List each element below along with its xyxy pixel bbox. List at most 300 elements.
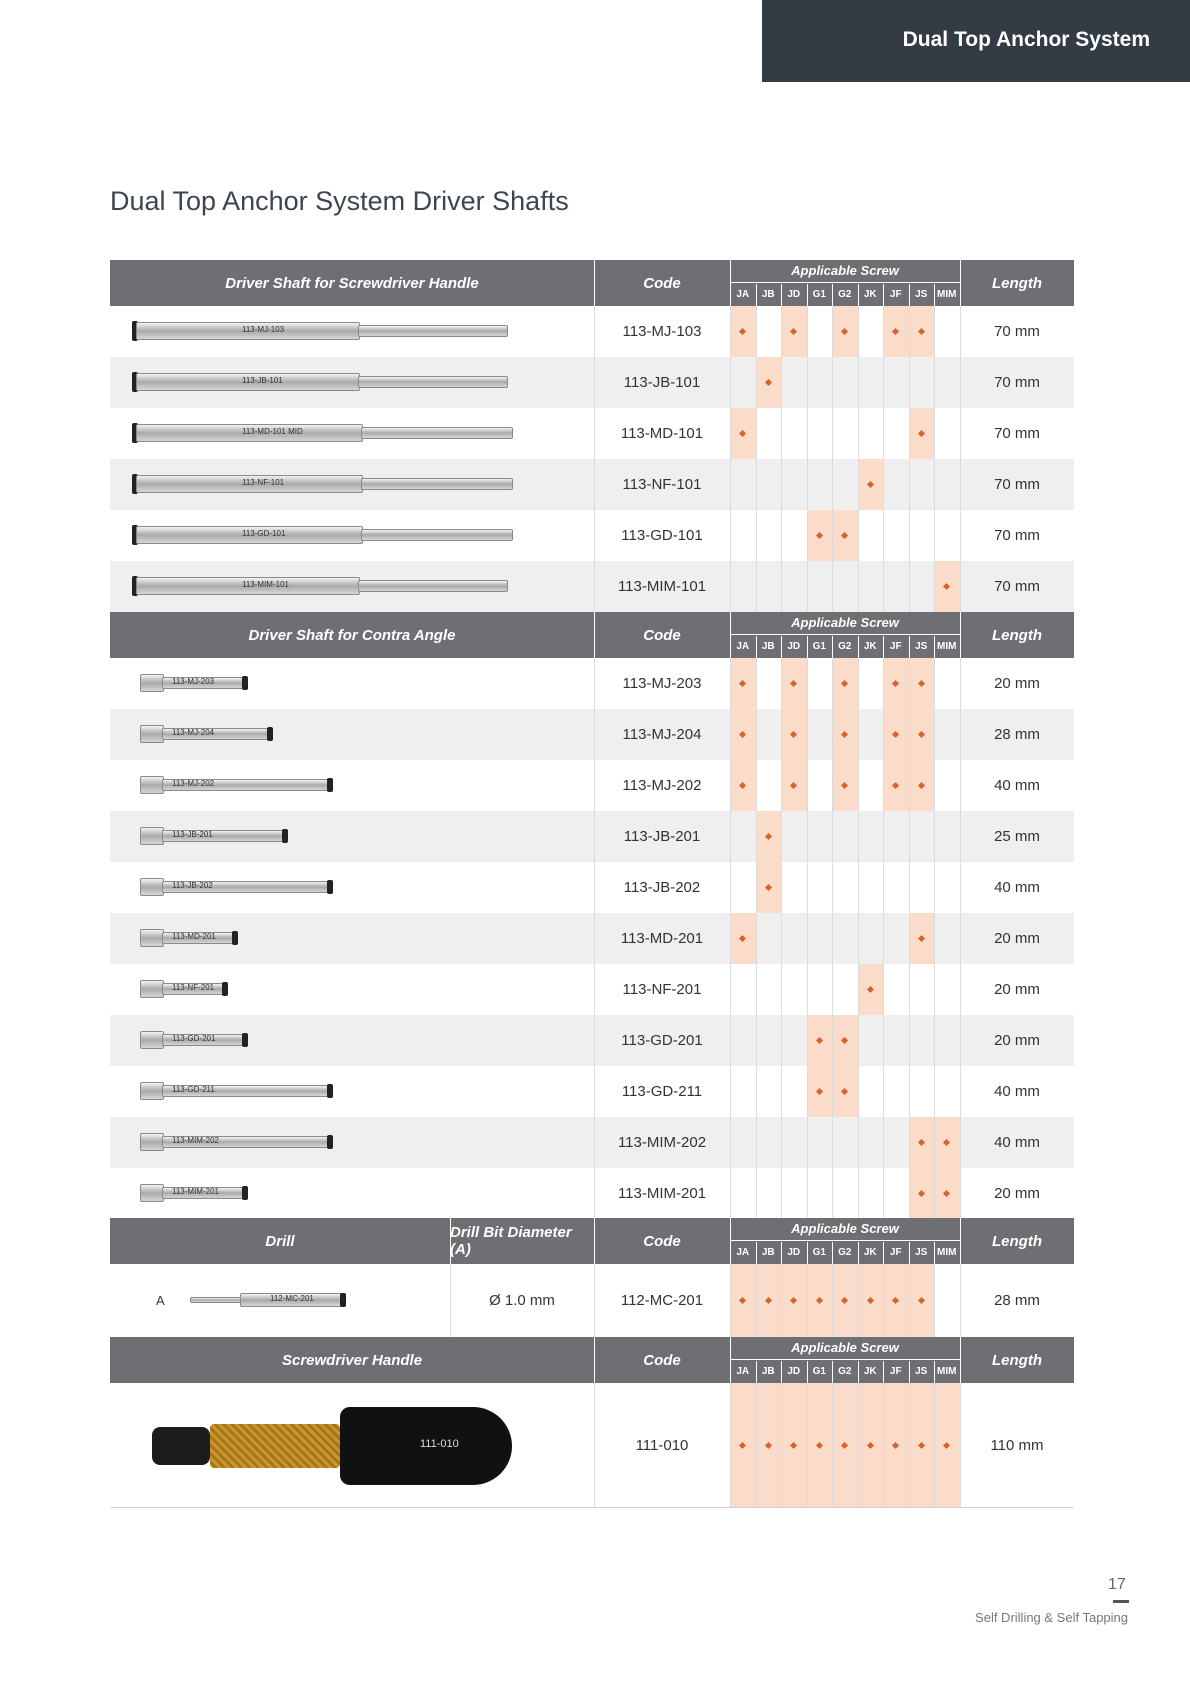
shaft-head bbox=[140, 1133, 164, 1151]
screw-col-divider bbox=[756, 1242, 757, 1264]
applicable-screw-header: Applicable Screw bbox=[791, 1221, 899, 1236]
driver-shaft-illustration bbox=[110, 709, 594, 760]
column-divider bbox=[832, 1066, 833, 1117]
s1-header bbox=[110, 260, 1074, 306]
screw-col-g2: G2 bbox=[838, 641, 852, 652]
screw-col-g1: G1 bbox=[812, 1366, 826, 1377]
screw-col-divider bbox=[832, 1242, 833, 1264]
driver-shaft-illustration bbox=[110, 913, 594, 964]
screw-col-divider bbox=[807, 1242, 808, 1264]
screw-col-mim: MIM bbox=[937, 1366, 957, 1377]
handle-grip bbox=[210, 1424, 340, 1468]
column-divider bbox=[807, 862, 808, 913]
drill-bit bbox=[190, 1297, 242, 1303]
product-length: 28 mm bbox=[994, 1292, 1040, 1309]
s2-header bbox=[110, 612, 1074, 658]
screw-col-divider bbox=[909, 636, 910, 658]
screw-col-divider bbox=[883, 1361, 884, 1383]
length-header: Length bbox=[992, 1232, 1042, 1250]
product-length: 25 mm bbox=[994, 828, 1040, 845]
shaft-head bbox=[140, 725, 164, 743]
code-header: Code bbox=[643, 626, 681, 644]
table-row bbox=[110, 709, 1074, 760]
column-divider bbox=[832, 1117, 833, 1168]
column-divider bbox=[909, 1015, 910, 1066]
table-row bbox=[110, 862, 1074, 913]
applicable-divider bbox=[730, 1359, 960, 1360]
column-divider bbox=[883, 306, 884, 357]
column-divider bbox=[756, 357, 757, 408]
shaft-engraving: 113-NF-201 bbox=[172, 983, 215, 992]
column-divider bbox=[807, 357, 808, 408]
screw-col-jk: JK bbox=[863, 1366, 877, 1377]
screw-col-divider bbox=[832, 636, 833, 658]
table-row bbox=[110, 913, 1074, 964]
column-divider bbox=[883, 1066, 884, 1117]
product-code: 113-JB-202 bbox=[623, 879, 701, 896]
table-row bbox=[110, 357, 1074, 408]
table-row bbox=[110, 306, 1074, 357]
column-divider bbox=[730, 306, 731, 357]
screw-col-divider bbox=[934, 636, 935, 658]
product-length: 70 mm bbox=[994, 476, 1040, 493]
length-header: Length bbox=[992, 1351, 1042, 1369]
column-divider bbox=[832, 306, 833, 357]
column-divider bbox=[807, 459, 808, 510]
screw-col-divider bbox=[756, 636, 757, 658]
product-length: 40 mm bbox=[994, 1134, 1040, 1151]
table-row bbox=[110, 408, 1074, 459]
column-divider bbox=[883, 561, 884, 612]
column-divider bbox=[934, 658, 935, 709]
screw-col-divider bbox=[807, 1361, 808, 1383]
column-divider bbox=[730, 913, 731, 964]
column-divider bbox=[909, 561, 910, 612]
column-divider bbox=[909, 1168, 910, 1219]
column-divider bbox=[858, 357, 859, 408]
column-divider bbox=[781, 1117, 782, 1168]
column-divider bbox=[832, 459, 833, 510]
column-divider bbox=[934, 1264, 935, 1337]
column-divider bbox=[832, 561, 833, 612]
screw-col-jf: JF bbox=[889, 1247, 902, 1258]
column-divider bbox=[730, 1117, 731, 1168]
column-divider bbox=[909, 306, 910, 357]
shaft-head bbox=[140, 1082, 164, 1100]
column-divider bbox=[909, 709, 910, 760]
column-divider bbox=[934, 1015, 935, 1066]
screw-col-ja: JA bbox=[736, 641, 750, 652]
shaft-tip bbox=[361, 478, 513, 490]
screw-col-js: JS bbox=[915, 641, 928, 652]
screw-col-js: JS bbox=[915, 1247, 928, 1258]
product-code: 113-MJ-203 bbox=[622, 675, 702, 692]
driver-shaft-illustration bbox=[110, 408, 594, 459]
shaft-latch bbox=[327, 1135, 333, 1149]
column-divider bbox=[756, 862, 757, 913]
column-divider bbox=[883, 408, 884, 459]
column-divider bbox=[756, 709, 757, 760]
driver-shaft-illustration bbox=[110, 306, 594, 357]
product-length: 70 mm bbox=[994, 323, 1040, 340]
shaft-engraving: 113-GD-201 bbox=[172, 1034, 216, 1043]
screw-col-js: JS bbox=[915, 289, 928, 300]
screw-col-g2: G2 bbox=[838, 1366, 852, 1377]
screw-col-jk: JK bbox=[863, 641, 877, 652]
column-divider bbox=[883, 964, 884, 1015]
code-header: Code bbox=[643, 1232, 681, 1250]
column-divider bbox=[909, 913, 910, 964]
column-divider bbox=[730, 510, 731, 561]
product-code: 113-MIM-201 bbox=[617, 1185, 707, 1202]
table-row bbox=[110, 964, 1074, 1015]
page-title: Dual Top Anchor System Driver Shafts bbox=[110, 186, 569, 216]
shaft-head bbox=[140, 878, 164, 896]
shaft-engraving: 113-JB-202 bbox=[172, 881, 213, 890]
shaft-latch bbox=[267, 727, 273, 741]
screw-col-divider bbox=[883, 636, 884, 658]
product-code: 113-NF-201 bbox=[622, 981, 702, 998]
column-divider bbox=[807, 1015, 808, 1066]
column-divider bbox=[730, 964, 731, 1015]
column-divider bbox=[756, 1168, 757, 1219]
column-divider bbox=[909, 760, 910, 811]
column-divider bbox=[832, 357, 833, 408]
column-divider bbox=[909, 658, 910, 709]
screw-col-jd: JD bbox=[787, 641, 801, 652]
product-length: 70 mm bbox=[994, 578, 1040, 595]
column-divider bbox=[934, 913, 935, 964]
shaft-head bbox=[140, 776, 164, 794]
column-divider bbox=[756, 306, 757, 357]
driver-shaft-illustration bbox=[110, 561, 594, 612]
column-divider bbox=[781, 760, 782, 811]
column-divider bbox=[934, 459, 935, 510]
column-divider bbox=[730, 1383, 731, 1507]
shaft-latch bbox=[242, 676, 248, 690]
table-row bbox=[110, 1117, 1074, 1168]
column-divider bbox=[934, 760, 935, 811]
column-divider bbox=[756, 913, 757, 964]
column-divider bbox=[883, 1383, 884, 1507]
column-divider bbox=[909, 811, 910, 862]
column-divider bbox=[934, 1168, 935, 1219]
column-divider bbox=[781, 408, 782, 459]
column-divider bbox=[934, 709, 935, 760]
column-divider bbox=[934, 964, 935, 1015]
table-s1 bbox=[110, 260, 1074, 612]
table-row bbox=[110, 510, 1074, 561]
table-row bbox=[110, 1168, 1074, 1219]
applicable-divider bbox=[730, 634, 960, 635]
product-code: 113-MD-101 bbox=[620, 425, 704, 442]
column-divider bbox=[807, 1066, 808, 1117]
column-divider bbox=[832, 510, 833, 561]
shaft-latch bbox=[242, 1186, 248, 1200]
column-divider bbox=[909, 1264, 910, 1337]
driver-shaft-illustration bbox=[110, 459, 594, 510]
shaft-latch bbox=[232, 931, 238, 945]
column-divider bbox=[832, 1264, 833, 1337]
screw-col-divider bbox=[832, 284, 833, 306]
shaft-engraving: 113-MD-201 bbox=[172, 932, 216, 941]
column-divider bbox=[934, 357, 935, 408]
column-divider bbox=[807, 811, 808, 862]
column-divider bbox=[781, 306, 782, 357]
column-divider bbox=[883, 357, 884, 408]
column-divider bbox=[832, 1383, 833, 1507]
column-divider bbox=[730, 408, 731, 459]
column-divider bbox=[858, 760, 859, 811]
shaft-engraving: 113-MIM-202 bbox=[172, 1136, 219, 1145]
screw-col-mim: MIM bbox=[937, 641, 957, 652]
column-divider bbox=[832, 709, 833, 760]
column-divider bbox=[807, 561, 808, 612]
column-divider bbox=[807, 913, 808, 964]
screw-col-divider bbox=[934, 284, 935, 306]
banner-title: Dual Top Anchor System bbox=[902, 28, 1150, 51]
shaft-latch bbox=[222, 982, 228, 996]
column-divider bbox=[781, 811, 782, 862]
screw-col-jk: JK bbox=[863, 289, 877, 300]
column-divider bbox=[781, 709, 782, 760]
product-code: 113-GD-101 bbox=[621, 527, 703, 544]
product-code: 113-JB-201 bbox=[623, 828, 701, 845]
table-row bbox=[110, 760, 1074, 811]
column-divider bbox=[909, 862, 910, 913]
screw-col-jb: JB bbox=[761, 1366, 775, 1377]
column-divider bbox=[781, 1168, 782, 1219]
product-length: 40 mm bbox=[994, 1083, 1040, 1100]
column-divider bbox=[934, 811, 935, 862]
shaft-head bbox=[140, 980, 164, 998]
column-divider bbox=[756, 1264, 757, 1337]
shaft-engraving: 113-GD-211 bbox=[172, 1085, 215, 1094]
shaft-engraving: 113-GD-101 bbox=[242, 529, 286, 538]
column-divider bbox=[756, 1117, 757, 1168]
column-divider bbox=[883, 760, 884, 811]
applicable-screw-header: Applicable Screw bbox=[791, 1340, 899, 1355]
applicable-divider bbox=[730, 282, 960, 283]
driver-shaft-illustration bbox=[110, 1168, 594, 1219]
shaft-tip bbox=[361, 529, 513, 541]
applicable-screw-header: Applicable Screw bbox=[791, 615, 899, 630]
column-divider bbox=[807, 306, 808, 357]
column-divider bbox=[756, 459, 757, 510]
product-length: 28 mm bbox=[994, 726, 1040, 743]
driver-shaft-illustration bbox=[110, 658, 594, 709]
page-number: 17 bbox=[1108, 1576, 1126, 1593]
s3-header bbox=[110, 1218, 1074, 1264]
column-divider bbox=[756, 811, 757, 862]
product-length: 20 mm bbox=[994, 981, 1040, 998]
screw-col-divider bbox=[934, 1361, 935, 1383]
screw-col-jd: JD bbox=[787, 1247, 801, 1258]
column-divider bbox=[756, 510, 757, 561]
shaft-engraving: 113-JB-201 bbox=[172, 830, 213, 839]
product-code: 112-MC-201 bbox=[620, 1292, 704, 1309]
shaft-engraving: 113-MJ-203 bbox=[172, 677, 215, 686]
column-divider bbox=[781, 510, 782, 561]
shaft-tip bbox=[358, 325, 508, 337]
drill-illustration bbox=[110, 1264, 450, 1337]
column-divider bbox=[730, 1066, 731, 1117]
column-divider bbox=[858, 1383, 859, 1507]
column-divider bbox=[756, 408, 757, 459]
product-length: 20 mm bbox=[994, 675, 1040, 692]
screw-col-g2: G2 bbox=[838, 289, 852, 300]
table-row bbox=[110, 658, 1074, 709]
diameter-label-a: A bbox=[156, 1293, 165, 1308]
screw-col-ja: JA bbox=[736, 1247, 750, 1258]
driver-shaft-illustration bbox=[110, 1066, 594, 1117]
shaft-engraving: 113-MJ-202 bbox=[172, 779, 215, 788]
screw-col-divider bbox=[781, 1361, 782, 1383]
column-divider bbox=[858, 709, 859, 760]
screw-col-js: JS bbox=[915, 1366, 928, 1377]
s4-header bbox=[110, 1337, 1074, 1383]
column-divider bbox=[756, 561, 757, 612]
driver-shaft-illustration bbox=[110, 510, 594, 561]
column-divider bbox=[883, 1015, 884, 1066]
product-code: 113-MIM-202 bbox=[617, 1134, 707, 1151]
column-divider bbox=[909, 964, 910, 1015]
column-divider bbox=[909, 459, 910, 510]
product-length: 70 mm bbox=[994, 425, 1040, 442]
shaft-tip bbox=[358, 376, 508, 388]
column-divider bbox=[781, 561, 782, 612]
table-s2 bbox=[110, 612, 1074, 1219]
driver-shaft-illustration bbox=[110, 357, 594, 408]
shaft-engraving: 113-MIM-201 bbox=[172, 1187, 219, 1196]
product-code: 113-MJ-202 bbox=[622, 777, 702, 794]
column-divider bbox=[781, 1066, 782, 1117]
column-divider bbox=[832, 862, 833, 913]
column-divider bbox=[858, 1066, 859, 1117]
column-divider bbox=[858, 306, 859, 357]
column-divider bbox=[781, 1383, 782, 1507]
column-divider bbox=[832, 408, 833, 459]
column-divider bbox=[807, 658, 808, 709]
handle-chuck bbox=[152, 1427, 210, 1465]
shaft-tip bbox=[358, 580, 508, 592]
screw-col-divider bbox=[858, 1361, 859, 1383]
column-divider bbox=[934, 306, 935, 357]
screw-col-divider bbox=[909, 1361, 910, 1383]
column-divider bbox=[807, 964, 808, 1015]
screw-col-g1: G1 bbox=[812, 1247, 826, 1258]
screw-col-jd: JD bbox=[787, 289, 801, 300]
column-divider bbox=[883, 510, 884, 561]
drill-latch bbox=[340, 1293, 346, 1307]
column-divider bbox=[883, 1168, 884, 1219]
screw-col-divider bbox=[909, 284, 910, 306]
column-divider bbox=[730, 561, 731, 612]
screw-col-divider bbox=[858, 636, 859, 658]
bottom-divider bbox=[110, 1507, 1074, 1508]
screw-col-divider bbox=[934, 1242, 935, 1264]
column-divider bbox=[832, 1168, 833, 1219]
product-length: 40 mm bbox=[994, 777, 1040, 794]
column-divider bbox=[730, 459, 731, 510]
product-code: 113-MD-201 bbox=[620, 930, 704, 947]
column-divider bbox=[756, 658, 757, 709]
product-length: 70 mm bbox=[994, 374, 1040, 391]
handle-engraving: 111-010 bbox=[420, 1438, 459, 1450]
drill-diameter: Ø 1.0 mm bbox=[489, 1292, 555, 1309]
column-divider bbox=[909, 510, 910, 561]
screw-col-mim: MIM bbox=[937, 1247, 957, 1258]
column-divider bbox=[781, 658, 782, 709]
shaft-engraving: 113-MJ-103 bbox=[242, 325, 285, 334]
column-divider bbox=[858, 510, 859, 561]
top-banner bbox=[762, 0, 1190, 82]
screw-col-jb: JB bbox=[761, 1247, 775, 1258]
shaft-latch bbox=[327, 880, 333, 894]
column-divider bbox=[934, 510, 935, 561]
driver-shaft-illustration bbox=[110, 964, 594, 1015]
driver-shaft-illustration bbox=[110, 1015, 594, 1066]
diameter-header: Drill Bit Diameter (A) bbox=[450, 1224, 572, 1258]
product-length: 70 mm bbox=[994, 527, 1040, 544]
screw-col-jf: JF bbox=[889, 289, 902, 300]
column-divider bbox=[807, 510, 808, 561]
column-divider bbox=[832, 811, 833, 862]
screw-col-divider bbox=[781, 636, 782, 658]
screw-col-divider bbox=[883, 1242, 884, 1264]
screw-col-jd: JD bbox=[787, 1366, 801, 1377]
screw-col-divider bbox=[858, 284, 859, 306]
column-divider bbox=[934, 408, 935, 459]
column-divider bbox=[858, 913, 859, 964]
shaft-engraving: 113-MIM-101 bbox=[242, 580, 289, 589]
column-divider bbox=[756, 964, 757, 1015]
column-divider bbox=[883, 459, 884, 510]
screw-col-ja: JA bbox=[736, 1366, 750, 1377]
column-divider bbox=[756, 760, 757, 811]
screw-col-jb: JB bbox=[761, 289, 775, 300]
shaft-latch bbox=[242, 1033, 248, 1047]
shaft-latch bbox=[327, 1084, 333, 1098]
column-divider bbox=[781, 913, 782, 964]
column-divider bbox=[832, 964, 833, 1015]
screw-col-jk: JK bbox=[863, 1247, 877, 1258]
column-divider bbox=[807, 760, 808, 811]
product-length: 40 mm bbox=[994, 879, 1040, 896]
product-length: 20 mm bbox=[994, 1032, 1040, 1049]
column-divider bbox=[909, 1117, 910, 1168]
screw-col-jf: JF bbox=[889, 641, 902, 652]
column-divider bbox=[858, 862, 859, 913]
column-divider bbox=[883, 862, 884, 913]
column-divider bbox=[730, 1264, 731, 1337]
screw-col-divider bbox=[883, 284, 884, 306]
column-divider bbox=[730, 1015, 731, 1066]
length-header: Length bbox=[992, 274, 1042, 292]
page-number-underline bbox=[1113, 1600, 1129, 1603]
table-s3 bbox=[110, 1218, 1074, 1337]
column-divider bbox=[934, 1066, 935, 1117]
screw-col-jf: JF bbox=[889, 1366, 902, 1377]
shaft-head bbox=[140, 674, 164, 692]
screw-col-divider bbox=[909, 1242, 910, 1264]
column-divider bbox=[756, 1383, 757, 1507]
column-divider bbox=[909, 1383, 910, 1507]
code-header: Code bbox=[643, 1351, 681, 1369]
shaft-tip bbox=[361, 427, 513, 439]
shaft-head bbox=[140, 827, 164, 845]
screw-col-divider bbox=[781, 284, 782, 306]
